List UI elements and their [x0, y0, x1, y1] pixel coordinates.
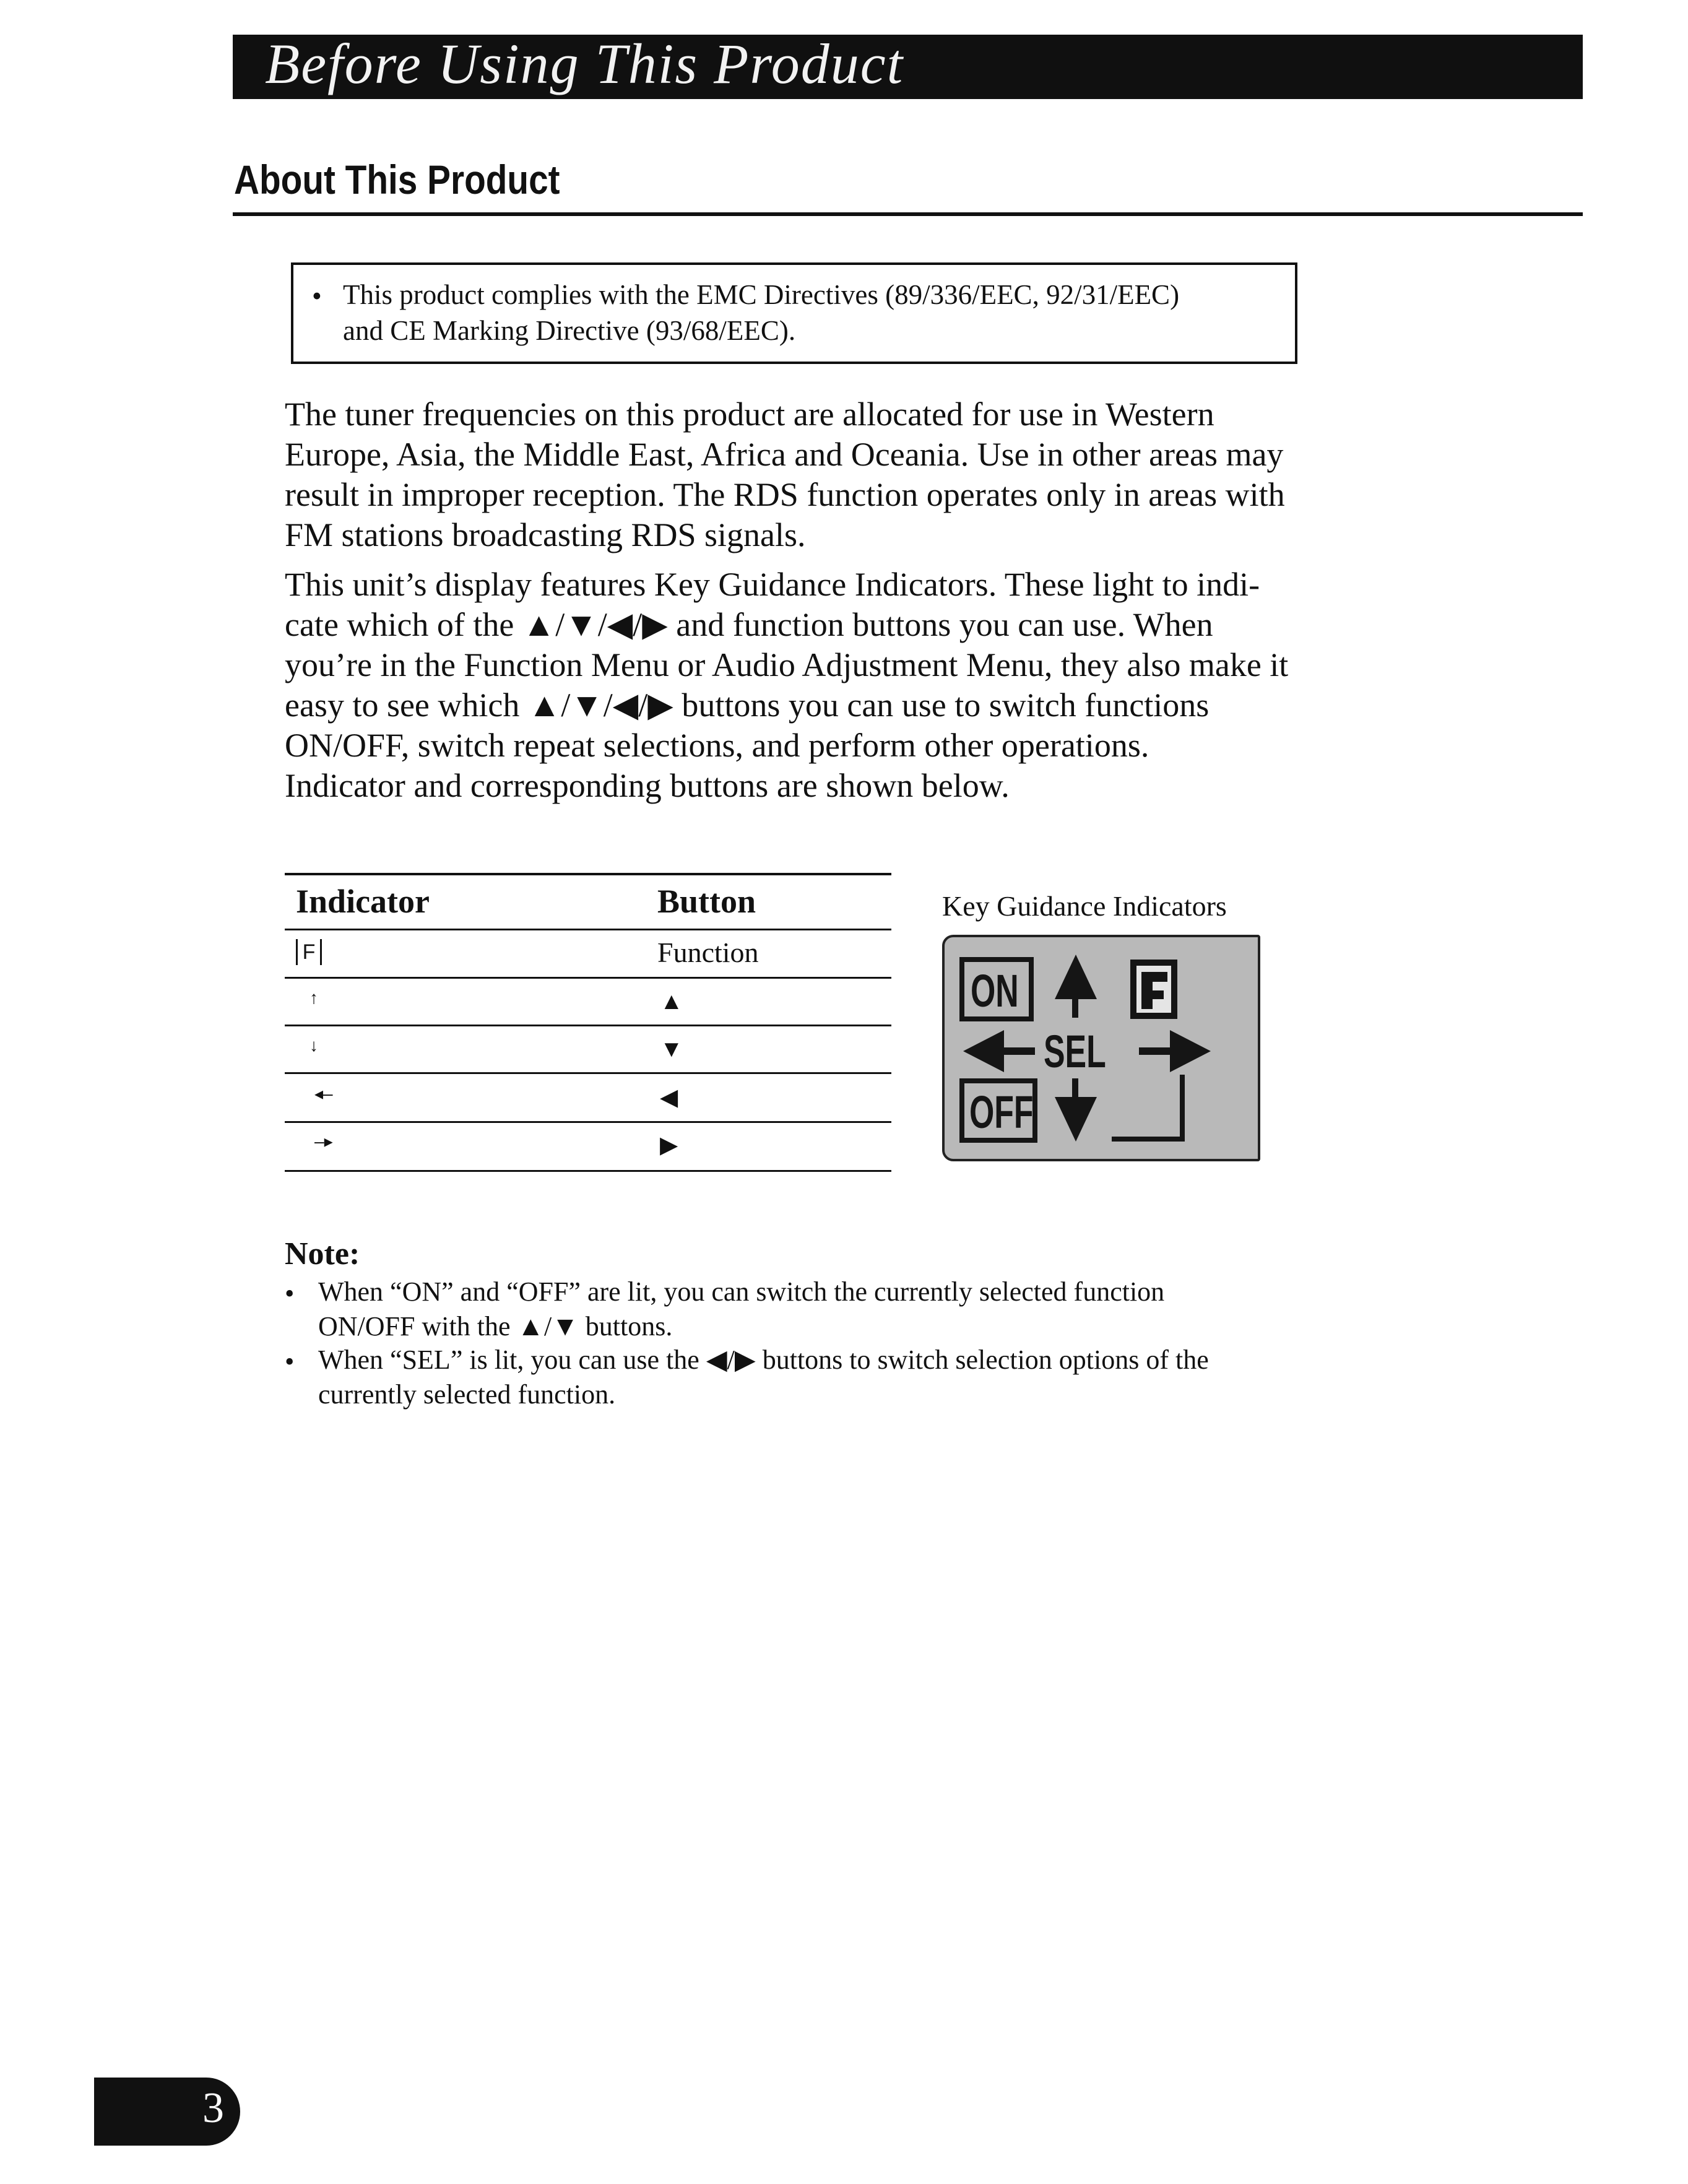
button-cell: Function — [657, 937, 759, 968]
paragraph-line: The tuner frequencies on this product are allocated for use in Western — [285, 396, 1214, 433]
note-line: When “SEL” is lit, you can use the ◀/▶ buttons to switch selection options of the — [318, 1345, 1209, 1375]
column-header-button: Button — [657, 883, 756, 920]
note-bullet: • — [285, 1278, 295, 1309]
table-bottom-rule — [285, 1170, 891, 1172]
paragraph-line: This unit’s display features Key Guidance Indicators. These light to indi- — [285, 566, 1260, 603]
note-line: When “ON” and “OFF” are lit, you can switch the currently selected function — [318, 1276, 1165, 1307]
table-top-rule — [285, 873, 891, 875]
table-rule — [285, 1121, 891, 1123]
left-arrow-icon: ◀ — [660, 1085, 678, 1111]
paragraph-line: result in improper reception. The RDS function operates only in areas with — [285, 476, 1285, 513]
left-indicator-icon: ◂– — [314, 1084, 333, 1103]
paragraph-line: easy to see which ▲/▼/◀/▶ buttons you can use to switch functions — [285, 687, 1210, 724]
up-arrow-icon: ▲ — [660, 989, 683, 1015]
notice-bullet: • — [312, 280, 322, 311]
chapter-title: Before Using This Product — [265, 32, 904, 95]
compliance-notice — [291, 262, 1297, 364]
paragraph-line: ON/OFF, switch repeat selections, and perform other operations. — [285, 727, 1149, 764]
key-guidance-display — [942, 935, 1260, 1161]
note-bullet: • — [285, 1346, 295, 1377]
off-label: OFF — [969, 1086, 1034, 1138]
left-arrow-icon — [963, 1030, 1004, 1072]
left-arrow-stem — [1004, 1047, 1035, 1055]
table-rule — [285, 977, 891, 979]
on-label: ON — [971, 965, 1019, 1016]
right-arrow-icon — [1170, 1030, 1211, 1072]
page-number-tab — [94, 2078, 240, 2146]
section-divider — [233, 212, 1583, 216]
paragraph-line: you’re in the Function Menu or Audio Adjustment Menu, they also make it — [285, 646, 1289, 683]
paragraph-line: Europe, Asia, the Middle East, Africa and Oceania. Use in other areas may — [285, 436, 1284, 473]
paragraph-line: cate which of the ▲/▼/◀/▶ and function buttons you can use. When — [285, 606, 1213, 643]
note-line: currently selected function. — [318, 1379, 616, 1410]
note-title: Note: — [285, 1236, 360, 1272]
page-number: 3 — [202, 2084, 224, 2132]
notice-line-1: This product complies with the EMC Directives (89/336/EEC, 92/31/EEC) — [343, 279, 1180, 310]
table-rule — [285, 1072, 891, 1074]
note-line: ON/OFF with the ▲/▼ buttons. — [318, 1311, 673, 1341]
function-indicator-icon: F — [296, 939, 322, 965]
column-header-indicator: Indicator — [296, 883, 430, 920]
down-arrow-icon: ▼ — [660, 1036, 683, 1062]
bracket-line — [1112, 1075, 1182, 1139]
chapter-banner — [233, 32, 1583, 99]
table-rule — [285, 929, 891, 930]
up-arrow-stem — [1072, 999, 1078, 1018]
up-arrow-icon — [1055, 955, 1097, 999]
table-rule — [285, 1025, 891, 1026]
down-arrow-icon — [1055, 1097, 1097, 1142]
right-arrow-icon: ▶ — [660, 1132, 678, 1158]
paragraph-line: Indicator and corresponding buttons are shown below. — [285, 767, 1010, 804]
right-indicator-icon: –▸ — [314, 1132, 333, 1151]
down-indicator-icon: ↓ — [309, 1036, 318, 1055]
up-indicator-icon: ↑ — [309, 988, 318, 1007]
section-title: About This Product — [234, 157, 560, 202]
notice-line-2: and CE Marking Directive (93/68/EEC). — [343, 315, 796, 346]
down-arrow-stem — [1072, 1078, 1078, 1097]
key-guidance-caption: Key Guidance Indicators — [942, 890, 1227, 922]
sel-label: SEL — [1044, 1026, 1106, 1077]
right-arrow-stem — [1139, 1047, 1170, 1055]
paragraph-line: FM stations broadcasting RDS signals. — [285, 516, 806, 553]
